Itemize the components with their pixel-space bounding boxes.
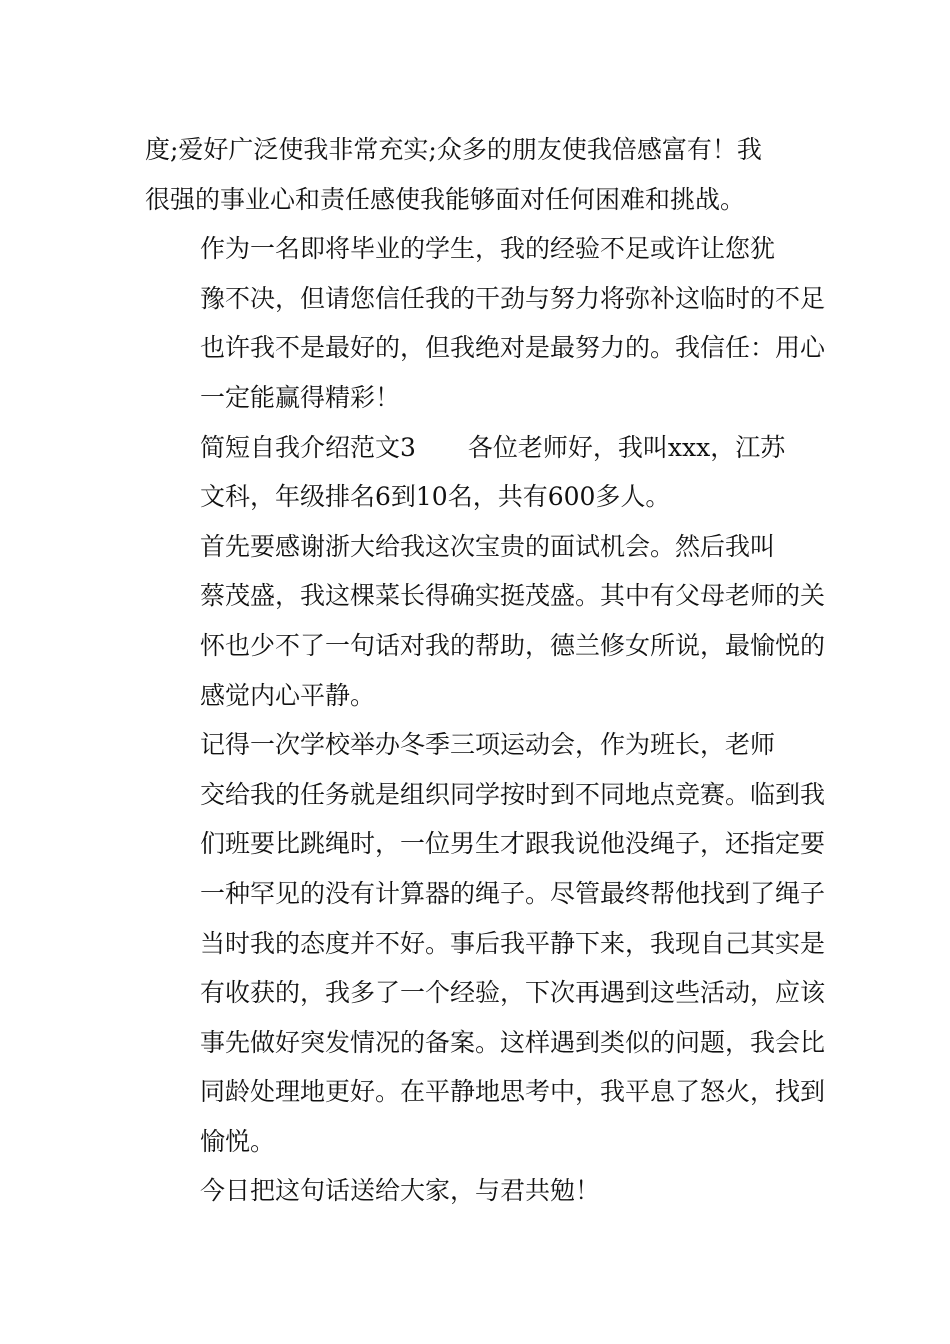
text-line: 一种罕见的没有计算器的绳子。尽管最终帮他找到了绳子 — [200, 878, 826, 908]
text-line: 怀也少不了一句话对我的帮助，德兰修女所说，最愉悦的 — [200, 630, 826, 660]
text-line: 文科，年级排名6到10名，共有600多人。 — [200, 482, 671, 512]
section-heading: 简短自我介绍范文3 — [200, 432, 416, 462]
text-line — [145, 423, 807, 473]
text-line: 当时我的态度并不好。事后我平静下来，我现自己其实是 — [200, 928, 826, 958]
paragraph-4 — [145, 522, 826, 720]
text-line: 今日把这句话送给大家，与君共勉！ — [200, 1176, 601, 1206]
text-line: 记得一次学校举办冬季三项运动会，作为班长，老师 — [200, 730, 776, 760]
paragraph-6 — [145, 1166, 807, 1216]
text-line: 作为一名即将毕业的学生，我的经验不足或许让您犹 — [200, 234, 776, 264]
text-line: 们班要比跳绳时，一位男生才跟我说他没绳子，还指定要 — [200, 829, 826, 859]
text-line: 愉悦。 — [200, 1126, 276, 1156]
body-text — [145, 125, 826, 1216]
text-line: 蔡茂盛，我这棵菜长得确实挺茂盛。其中有父母老师的关 — [200, 581, 826, 611]
text-line: 豫不决，但请您信任我的干劲与努力将弥补这临时的不足 — [200, 283, 826, 313]
text-line: 事先做好突发情况的备案。这样遇到类似的问题，我会比 — [200, 1027, 826, 1057]
text-line: 有收获的，我多了一个经验，下次再遇到这些活动，应该 — [200, 978, 826, 1008]
text-line: 一定能赢得精彩！ — [200, 382, 401, 412]
paragraph-2 — [145, 224, 826, 422]
text-line: 也许我不是最好的，但我绝对是最努力的。我信任：用心 — [200, 333, 826, 363]
text-line: 首先要感谢浙大给我这次宝贵的面试机会。然后我叫 — [200, 531, 776, 561]
paragraph-1 — [145, 125, 807, 224]
text-line-content: 各位老师好，我叫xxx，江苏 — [467, 432, 786, 462]
paragraph-5 — [145, 720, 826, 1166]
text-line: 感觉内心平静。 — [200, 680, 376, 710]
paragraph-3 — [145, 423, 807, 522]
text-line: 同龄处理地更好。在平静地思考中，我平息了怒火，找到 — [200, 1077, 826, 1107]
text-line: 很强的事业心和责任感使我能够面对任何困难和挑战。 — [145, 184, 746, 214]
text-line: 交给我的任务就是组织同学按时到不同地点竞赛。临到我 — [200, 779, 826, 809]
text-line: 度;爱好广泛使我非常充实;众多的朋友使我倍感富有！我 — [145, 135, 762, 164]
